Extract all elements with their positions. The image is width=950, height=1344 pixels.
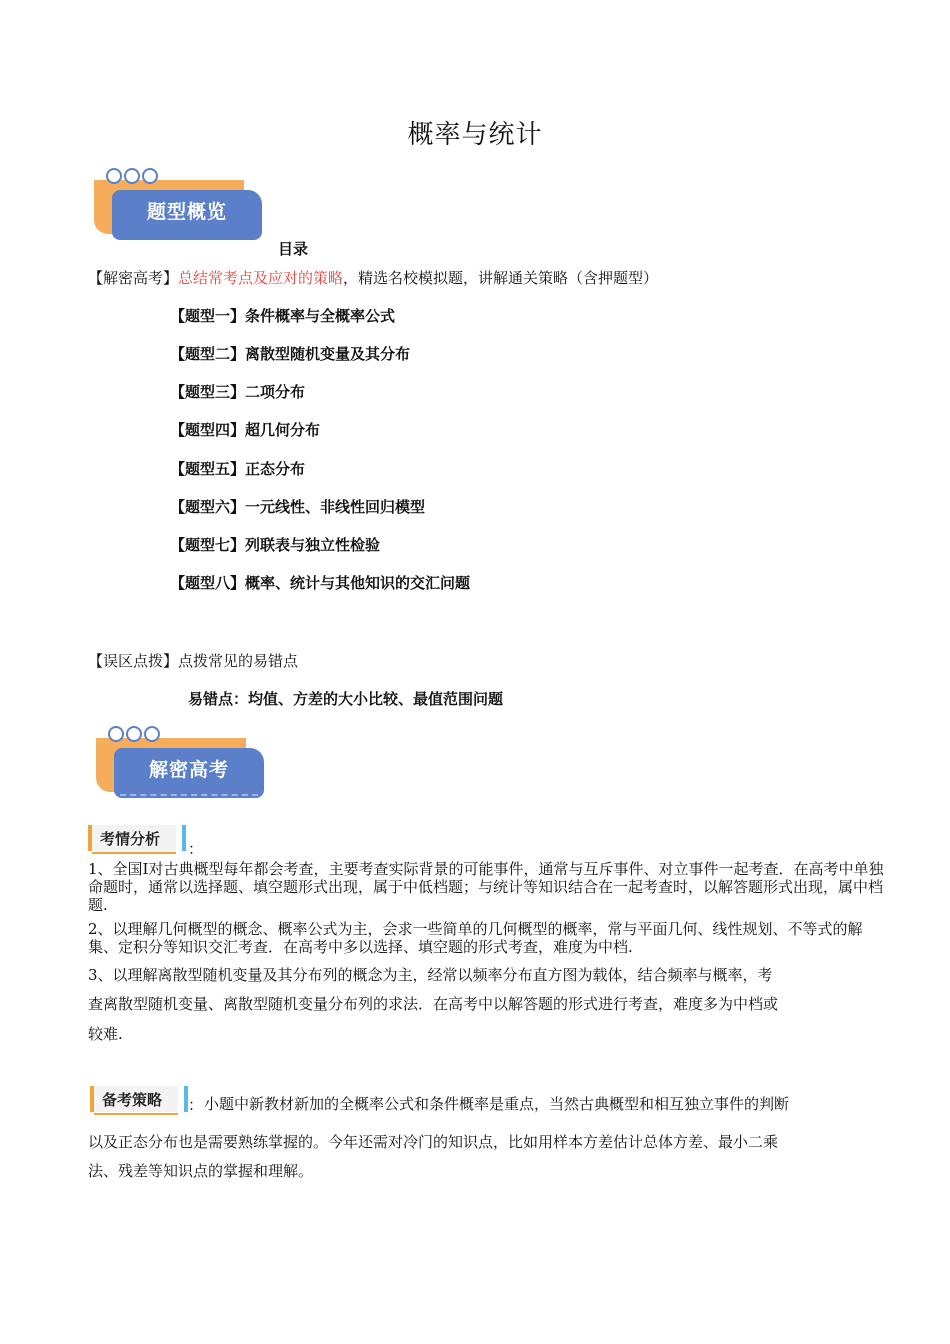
analysis-paragraph-3-line-2: 查离散型随机变量、离散型随机变量分布列的求法．在高考中以解答题的形式进行考查，难度多为中档或: [88, 995, 779, 1013]
strategy-line-3: 法、残差等知识点的掌握和理解。: [88, 1162, 314, 1180]
toc-item-7[interactable]: 【题型七】列联表与独立性检验: [170, 536, 381, 554]
mistakes-line: [88, 650, 298, 671]
toc-item-2[interactable]: 【题型二】离散型随机变量及其分布: [170, 345, 411, 363]
strategy-colon: ：: [188, 1096, 204, 1114]
intro-highlight: 总结常考点及应对的策略: [178, 269, 344, 287]
analysis-paragraph-3-line-1: 3、以理解离散型随机变量及其分布列的概念为主，经常以频率分布直方图为载体，结合频率与概率，考: [88, 966, 773, 984]
mistake-item[interactable]: 易错点：均值、方差的大小比较、最值范围问题: [188, 690, 504, 708]
toc-item-1[interactable]: 【题型一】条件概率与全概率公式: [170, 307, 396, 325]
intro-prefix: 【解密高考】: [88, 269, 179, 287]
binder-rings-icon: [106, 168, 160, 188]
analysis-colon: ：: [188, 840, 204, 858]
strategy-tag: [90, 1086, 178, 1112]
toc-item-3[interactable]: 【题型三】二项分布: [170, 383, 306, 401]
banner-overview: [94, 166, 274, 252]
toc-item-4[interactable]: 【题型四】超几何分布: [170, 421, 321, 439]
banner-overview-label: 题型概览: [146, 201, 227, 223]
toc-item-6[interactable]: 【题型六】一元线性、非线性回归模型: [170, 498, 426, 516]
binder-rings-icon: [108, 726, 162, 746]
page-title: 概率与统计: [407, 120, 543, 150]
analysis-paragraph-3-line-3: 较难.: [88, 1025, 123, 1043]
analysis-paragraph-2: 2、以理解几何概型的概念、概率公式为主，会求一些简单的几何概型的概率，常与平面几何、线性规划、不等式的解集、定积分等知识交汇考查．在高考中多以选择、填空题的形式考查，难度为中档.: [88, 920, 863, 956]
analysis-tag: [88, 825, 176, 851]
toc-item-5[interactable]: 【题型五】正态分布: [170, 460, 306, 478]
analysis-tag-label: 考情分析: [100, 830, 161, 848]
banner-exam-label: 解密高考: [148, 759, 229, 781]
intro-line: [88, 267, 658, 288]
toc-item-8[interactable]: 【题型八】概率、统计与其他知识的交汇问题: [170, 574, 471, 592]
mistakes-text: 点拨常见的易错点: [178, 652, 299, 670]
analysis-paragraph-1: 1、全国Ⅰ对古典概型每年都会考查，主要考查实际背景的可能事件，通常与互斥事件、对立事件一起考查．在高考中单独命题时，通常以选择题、填空题形式出现，属于中低档题；与统计等知识结合在一起考查时，以解答题形式出现，属中档题.: [88, 860, 884, 914]
intro-rest: ，精选名校模拟题，讲解通关策略（含押题型）: [343, 269, 659, 287]
toc-heading: 目录: [278, 240, 309, 258]
strategy-line-1: 小题中新教材新加的全概率公式和条件概率是重点，当然古典概型和相互独立事件的判断: [204, 1095, 790, 1113]
mistakes-prefix: 【误区点拨】: [88, 652, 179, 670]
strategy-line-2: 以及正态分布也是需要熟练掌握的。今年还需对冷门的知识点，比如用样本方差估计总体方差、最小二乘: [88, 1133, 779, 1151]
strategy-tag-label: 备考策略: [102, 1091, 163, 1109]
banner-exam: [96, 724, 276, 810]
